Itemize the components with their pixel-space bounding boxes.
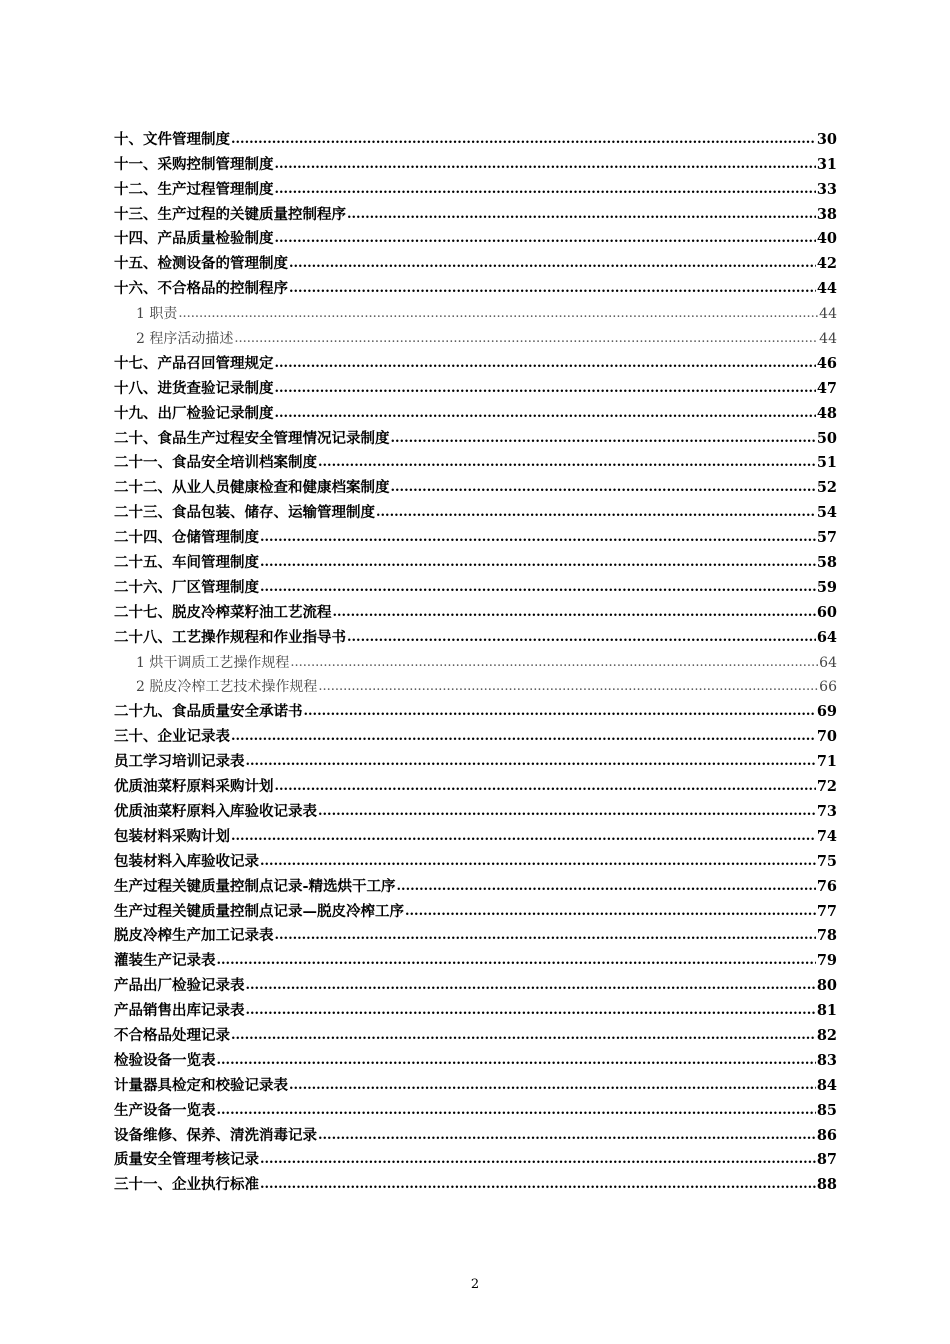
dot-leader [289, 253, 816, 275]
toc-subentry[interactable] [114, 649, 837, 674]
toc-entry[interactable] [114, 599, 837, 624]
toc-entry-title: 十九、出厂检验记录制度 [114, 404, 274, 422]
toc-entry[interactable] [114, 450, 837, 475]
toc-entry-page: 72 [816, 778, 837, 796]
toc-entry-page: 46 [816, 354, 837, 372]
toc-entry[interactable] [114, 375, 837, 400]
toc-entry-title: 二十四、仓储管理制度 [114, 529, 259, 547]
toc-entry-title: 2 程序活动描述 [136, 331, 234, 348]
toc-entry[interactable] [114, 748, 837, 773]
dot-leader [275, 378, 816, 400]
dot-leader [289, 278, 816, 300]
toc-entry-title: 产品销售出库记录表 [114, 1002, 245, 1020]
toc-entry[interactable] [114, 1022, 837, 1047]
dot-leader [333, 602, 816, 624]
toc-entry-page: 81 [816, 1002, 837, 1020]
toc-entry-title: 二十九、食品质量安全承诺书 [114, 703, 303, 721]
toc-entry[interactable] [114, 350, 837, 375]
toc-entry-page: 64 [816, 628, 837, 646]
dot-leader [397, 876, 816, 898]
toc-entry[interactable] [114, 549, 837, 574]
toc-entry-title: 灌装生产记录表 [114, 952, 216, 970]
toc-entry[interactable] [114, 798, 837, 823]
toc-entry-page: 47 [816, 379, 837, 397]
toc-entry-page: 30 [816, 130, 837, 148]
dot-leader [217, 1100, 816, 1122]
toc-entry-title: 脱皮冷榨生产加工记录表 [114, 927, 274, 945]
toc-entry-page: 77 [816, 902, 837, 920]
toc-entry-page: 88 [816, 1176, 837, 1194]
dot-leader [260, 1174, 816, 1196]
toc-entry[interactable] [114, 474, 837, 499]
toc-entry[interactable] [114, 126, 837, 151]
toc-subentry[interactable] [114, 300, 837, 325]
toc-entry-page: 66 [819, 679, 837, 696]
toc-entry-title: 二十三、食品包装、储存、运输管理制度 [114, 504, 375, 522]
dot-leader [260, 1149, 816, 1171]
toc-entry-title: 1 烘干调质工艺操作规程 [136, 654, 290, 671]
toc-entry-page: 51 [816, 454, 837, 472]
toc-entry[interactable] [114, 972, 837, 997]
toc-entry-title: 十、文件管理制度 [114, 130, 230, 148]
toc-entry-page: 79 [816, 952, 837, 970]
dot-leader [275, 353, 816, 375]
toc-entry-page: 44 [816, 280, 837, 298]
dot-leader [260, 851, 816, 873]
toc-entry-title: 2 脱皮冷榨工艺技术操作规程 [136, 679, 318, 696]
toc-entry-page: 83 [816, 1051, 837, 1069]
toc-entry-title: 十八、进货查验记录制度 [114, 379, 274, 397]
toc-entry-page: 85 [816, 1101, 837, 1119]
toc-entry-title: 十三、生产过程的关键质量控制程序 [114, 205, 346, 223]
toc-entry[interactable] [114, 848, 837, 873]
toc-entry-title: 生产过程关键质量控制点记录—脱皮冷榨工序 [114, 902, 404, 920]
toc-entry[interactable] [114, 624, 837, 649]
toc-entry[interactable] [114, 201, 837, 226]
toc-entry-page: 80 [816, 977, 837, 995]
toc-entry-title: 质量安全管理考核记录 [114, 1151, 259, 1169]
toc-entry[interactable] [114, 698, 837, 723]
dot-leader [376, 502, 816, 524]
toc-entry[interactable] [114, 1171, 837, 1196]
toc-entry[interactable] [114, 947, 837, 972]
toc-entry[interactable] [114, 176, 837, 201]
toc-subentry[interactable] [114, 674, 837, 699]
toc-entry-title: 二十五、车间管理制度 [114, 554, 259, 572]
toc-entry-title: 二十八、工艺操作规程和作业指导书 [114, 628, 346, 646]
dot-leader [347, 627, 816, 649]
dot-leader [318, 676, 818, 698]
toc-entry-title: 二十一、食品安全培训档案制度 [114, 454, 317, 472]
toc-entry-title: 检验设备一览表 [114, 1051, 216, 1069]
toc-entry-page: 54 [816, 504, 837, 522]
toc-entry[interactable] [114, 400, 837, 425]
toc-entry-page: 86 [816, 1126, 837, 1144]
toc-subentry[interactable] [114, 325, 837, 350]
dot-leader [347, 204, 816, 226]
toc-entry-page: 60 [816, 603, 837, 621]
toc-entry-title: 生产过程关键质量控制点记录-精选烘干工序 [114, 877, 396, 895]
dot-leader [304, 701, 816, 723]
toc-entry[interactable] [114, 1147, 837, 1172]
toc-entry[interactable] [114, 723, 837, 748]
toc-entry[interactable] [114, 524, 837, 549]
toc-entry[interactable] [114, 1122, 837, 1147]
toc-entry-page: 52 [816, 479, 837, 497]
toc-entry-page: 38 [816, 205, 837, 223]
toc-entry-page: 64 [819, 654, 837, 671]
toc-entry[interactable] [114, 574, 837, 599]
dot-leader [231, 129, 816, 151]
toc-entry-page: 44 [819, 331, 837, 348]
dot-leader [391, 428, 816, 450]
dot-leader [217, 1050, 816, 1072]
toc-entry[interactable] [114, 275, 837, 300]
toc-entry-page: 33 [816, 180, 837, 198]
toc-entry-title: 优质油菜籽原料入库验收记录表 [114, 802, 317, 820]
toc-entry-title: 包装材料入库验收记录 [114, 852, 259, 870]
toc-entry-page: 84 [816, 1076, 837, 1094]
toc-entry-title: 十七、产品召回管理规定 [114, 354, 274, 372]
toc-entry-page: 58 [816, 554, 837, 572]
toc-entry[interactable] [114, 425, 837, 450]
toc-entry-page: 74 [816, 827, 837, 845]
toc-entry[interactable] [114, 226, 837, 251]
dot-leader [231, 726, 816, 748]
toc-entry-page: 76 [816, 877, 837, 895]
dot-leader [217, 950, 816, 972]
dot-leader [318, 801, 816, 823]
toc-entry[interactable] [114, 873, 837, 898]
toc-entry-title: 三十、企业记录表 [114, 728, 230, 746]
toc-entry[interactable] [114, 1047, 837, 1072]
dot-leader [246, 975, 816, 997]
dot-leader [231, 826, 816, 848]
toc-entry-page: 70 [816, 728, 837, 746]
dot-leader [289, 1075, 816, 1097]
toc-entry-page: 87 [816, 1151, 837, 1169]
dot-leader [231, 1025, 816, 1047]
dot-leader [275, 228, 816, 250]
toc-entry-title: 1 职责 [136, 306, 178, 323]
toc-entry-page: 42 [816, 255, 837, 273]
dot-leader [234, 328, 818, 350]
toc-entry-page: 82 [816, 1026, 837, 1044]
dot-leader [246, 1000, 816, 1022]
toc-entry-title: 员工学习培训记录表 [114, 753, 245, 771]
toc-entry-page: 75 [816, 852, 837, 870]
dot-leader [260, 527, 816, 549]
dot-leader [246, 751, 816, 773]
toc-entry-title: 三十一、企业执行标准 [114, 1176, 259, 1194]
toc-entry-title: 二十七、脱皮冷榨菜籽油工艺流程 [114, 603, 332, 621]
toc-entry[interactable] [114, 823, 837, 848]
toc-entry-title: 生产设备一览表 [114, 1101, 216, 1119]
toc-entry-title: 优质油菜籽原料采购计划 [114, 778, 274, 796]
toc-entry-page: 59 [816, 578, 837, 596]
toc-entry[interactable] [114, 997, 837, 1022]
toc-entry-title: 二十六、厂区管理制度 [114, 578, 259, 596]
toc-entry[interactable] [114, 1097, 837, 1122]
toc-entry-title: 十二、生产过程管理制度 [114, 180, 274, 198]
toc-entry-title: 设备维修、保养、清洗消毒记录 [114, 1126, 317, 1144]
toc-entry[interactable] [114, 898, 837, 923]
toc-entry-page: 69 [816, 703, 837, 721]
toc-entry-page: 57 [816, 529, 837, 547]
dot-leader [405, 901, 816, 923]
dot-leader [275, 776, 816, 798]
toc-entry-page: 48 [816, 404, 837, 422]
toc-entry-page: 40 [816, 230, 837, 248]
dot-leader [275, 154, 816, 176]
toc-entry-page: 71 [816, 753, 837, 771]
toc-entry-title: 十一、采购控制管理制度 [114, 155, 274, 173]
toc-entry-page: 73 [816, 802, 837, 820]
toc-entry[interactable] [114, 923, 837, 948]
toc-entry-title: 包装材料采购计划 [114, 827, 230, 845]
dot-leader [318, 1125, 816, 1147]
toc-entry[interactable] [114, 250, 837, 275]
dot-leader [290, 652, 818, 674]
dot-leader [275, 403, 816, 425]
page-number: 2 [470, 1277, 480, 1292]
dot-leader [318, 452, 816, 474]
toc-entry-title: 不合格品处理记录 [114, 1026, 230, 1044]
toc-entry[interactable] [114, 1072, 837, 1097]
dot-leader [275, 179, 816, 201]
toc-entry-page: 31 [816, 155, 837, 173]
toc-entry[interactable] [114, 773, 837, 798]
toc-entry-title: 十四、产品质量检验制度 [114, 230, 274, 248]
dot-leader [391, 477, 816, 499]
dot-leader [260, 552, 816, 574]
toc-entry[interactable] [114, 151, 837, 176]
toc-entry-title: 十五、检测设备的管理制度 [114, 255, 288, 273]
toc-entry-page: 44 [819, 306, 837, 323]
dot-leader [260, 577, 816, 599]
toc-entry-page: 50 [816, 429, 837, 447]
toc-entry-title: 二十二、从业人员健康检查和健康档案制度 [114, 479, 390, 497]
table-of-contents [114, 126, 837, 1196]
toc-entry-title: 二十、食品生产过程安全管理情况记录制度 [114, 429, 390, 447]
toc-entry-page: 78 [816, 927, 837, 945]
dot-leader [178, 303, 818, 325]
dot-leader [275, 925, 816, 947]
toc-entry-title: 十六、不合格品的控制程序 [114, 280, 288, 298]
toc-entry-title: 产品出厂检验记录表 [114, 977, 245, 995]
toc-entry[interactable] [114, 499, 837, 524]
toc-entry-title: 计量器具检定和校验记录表 [114, 1076, 288, 1094]
